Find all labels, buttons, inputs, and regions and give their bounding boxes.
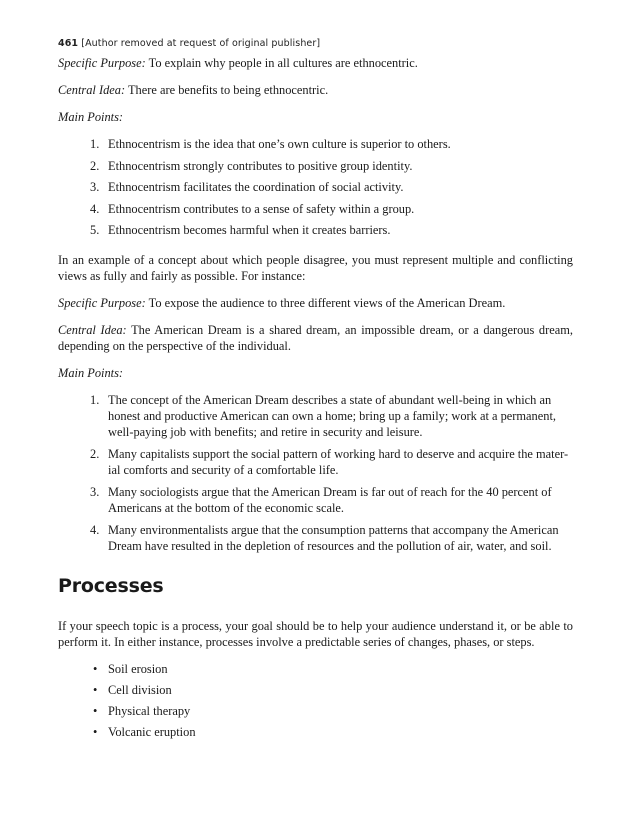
- main-points-list-2: [58, 392, 573, 554]
- list-item: [58, 179, 573, 195]
- main-points-label-2: [58, 365, 573, 381]
- list-number: 3.: [90, 180, 100, 194]
- list-item: [58, 201, 573, 217]
- specific-purpose-1: [58, 55, 573, 71]
- list-number: 4.: [90, 201, 100, 216]
- main-points-label-1: [58, 109, 573, 125]
- bullet-icon: •: [93, 725, 98, 739]
- list-item-text: Soil erosion: [108, 662, 168, 676]
- list-item-text: Physical therapy: [108, 704, 191, 718]
- central-idea-text: The American Dream is a shared dream, an impossible dream, or a dangerous dream, depending on the perspective of the individual.: [58, 323, 573, 353]
- specific-purpose-label: Specific Purpose:: [58, 296, 146, 310]
- central-idea-label: Central Idea:: [58, 83, 126, 97]
- list-item-text: Many sociologists argue that the American Dream is far out of reach for the 40 percent of Americans at the bottom of the economic scale.: [108, 485, 552, 515]
- list-item: [58, 136, 573, 152]
- central-idea-1: [58, 82, 573, 98]
- list-item-text: Volcanic eruption: [108, 725, 196, 739]
- list-item-text: Ethnocentrism strongly contributes to positive group identity.: [108, 158, 413, 173]
- bullet-icon: •: [93, 704, 98, 718]
- list-number: 3.: [90, 485, 100, 499]
- list-number: 4.: [90, 523, 100, 537]
- bullet-icon: •: [93, 662, 98, 676]
- list-item-text: The concept of the American Dream describes a state of abundant well-being in which an honest and productive American can own a home; bring up a family; work at a permanent, well-paying job with benefits; and retire in security and leisure.: [108, 393, 556, 439]
- central-idea-label: Central Idea:: [58, 323, 127, 337]
- header-text: [Author removed at request of original publisher]: [81, 38, 321, 49]
- list-number: 1.: [90, 137, 100, 151]
- list-item: [58, 724, 573, 740]
- specific-purpose-text: To expose the audience to three different views of the American Dream.: [148, 296, 506, 310]
- page-number: 461: [58, 38, 79, 49]
- running-header: [58, 38, 573, 49]
- list-item: [58, 522, 573, 554]
- section-heading: Processes: [58, 575, 164, 597]
- list-item: [58, 392, 573, 440]
- specific-purpose-label: Specific Purpose:: [58, 56, 146, 70]
- central-idea-2: [58, 322, 573, 354]
- list-number: 5.: [90, 223, 100, 237]
- list-item-text: Ethnocentrism is the idea that one’s own culture is superior to others.: [108, 137, 451, 151]
- list-item-text: Many capitalists support the social pattern of working hard to deserve and acquire the mater-ial comforts and security of a comfortable life.: [108, 447, 569, 477]
- specific-purpose-text: To explain why people in all cultures are ethnocentric.: [148, 56, 418, 70]
- list-item-text: Many environmentalists argue that the consumption patterns that accompany the American Dream have resulted in the depletion of resources and the pollution of air, water, and soil.: [108, 523, 559, 553]
- section-body: If your speech topic is a process, your goal should be to help your audience understand it, or be able to perform it. In either instance, processes involve a predictable series of changes, phases, or steps.: [58, 619, 573, 649]
- list-item: [58, 703, 573, 719]
- main-points-list-1: [58, 136, 573, 238]
- main-content: [58, 55, 573, 740]
- main-points-label: Main Points:: [58, 110, 124, 124]
- list-item-text: Cell division: [108, 683, 172, 697]
- intro-paragraph: In an example of a concept about which people disagree, you must represent multiple and conflicting views as fully and fairly as possible. For instance:: [58, 253, 573, 283]
- process-examples-list: [58, 661, 573, 740]
- list-item: [58, 222, 573, 238]
- list-item-text: Ethnocentrism becomes harmful when it creates barriers.: [108, 223, 391, 237]
- list-number: 1.: [90, 393, 100, 407]
- main-points-label: Main Points:: [58, 366, 124, 380]
- list-item-text: Ethnocentrism facilitates the coordination of social activity.: [108, 180, 404, 194]
- list-item: [58, 484, 573, 516]
- list-number: 2.: [90, 447, 100, 461]
- bullet-icon: •: [93, 683, 98, 697]
- list-item: [58, 661, 573, 677]
- list-item: [58, 446, 573, 478]
- list-item: [58, 158, 573, 174]
- central-idea-text: There are benefits to being ethnocentric.: [127, 83, 329, 97]
- specific-purpose-2: [58, 295, 573, 311]
- list-number: 2.: [90, 158, 100, 173]
- list-item: [58, 682, 573, 698]
- page: [58, 38, 573, 745]
- list-item-text: Ethnocentrism contributes to a sense of safety within a group.: [108, 201, 415, 216]
